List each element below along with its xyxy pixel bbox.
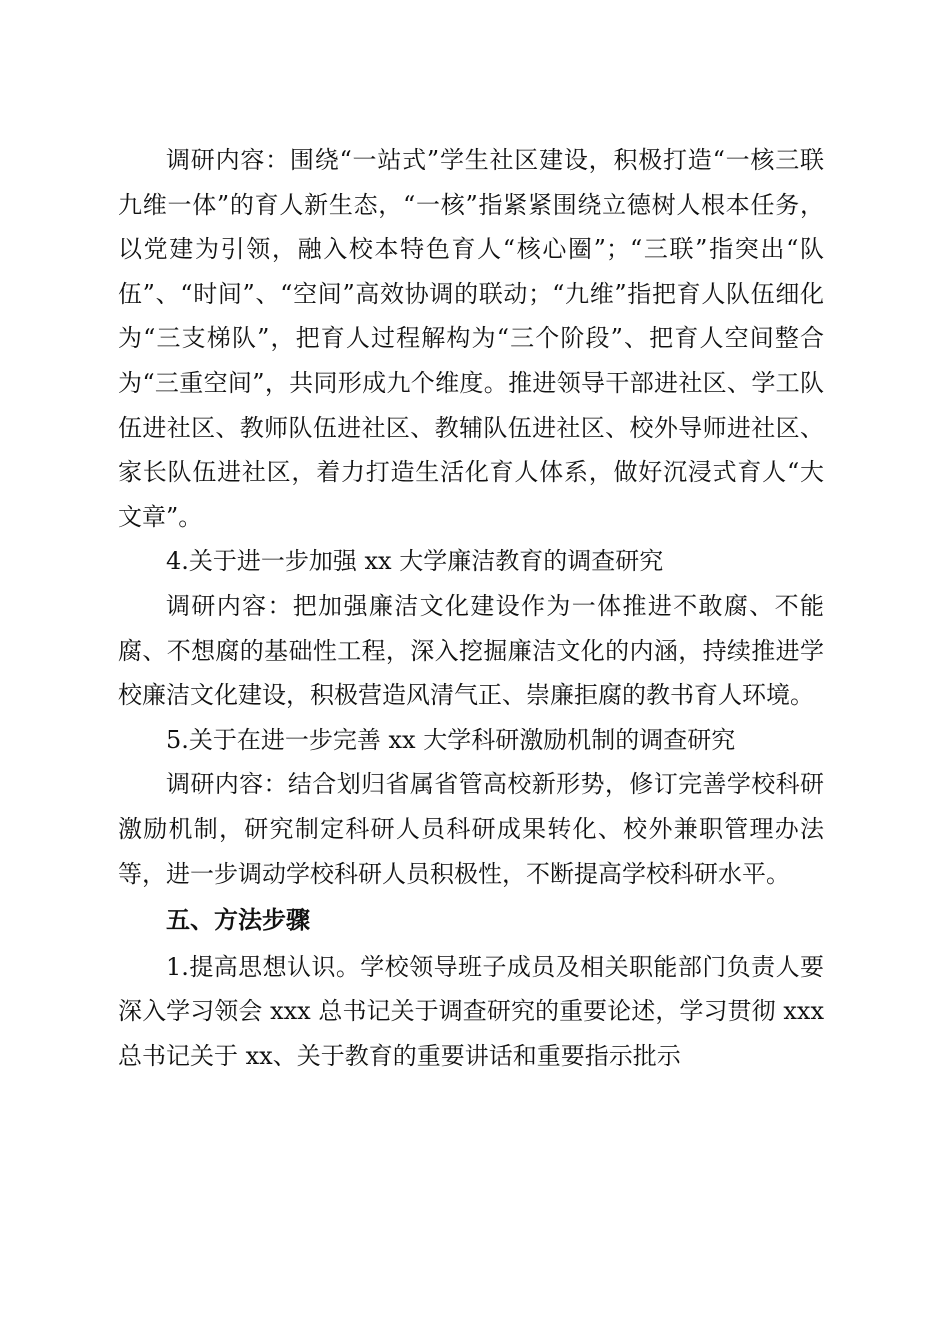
item-5-title: 5.关于在进一步完善 xx 大学科研激励机制的调查研究 (166, 725, 736, 754)
step-1-paragraph: 1.提高思想认识。学校领导班子成员及相关职能部门负责人要深入学习领会 xxx 总书记关于调查研究的重要论述，学习贯彻 xxx 总书记关于 xx、关于教育的重要讲话和重要指示批示 (118, 952, 824, 1070)
paragraph-community-research: 调研内容：围绕“一站式”学生社区建设，积极打造“一核三联九维一体”的育人新生态，“一核”指紧紧围绕立德树人根本任务，以党建为引领，融入校本特色育人“核心圈”；“三联”指突出“队伍”、“时间”、“空间”高效协调的联动；“九维”指把育人队伍细化为“三支梯队”，把育人过程解构为“三个阶段”、把育人空间整合为“三重空间”，共同形成九个维度。推进领导干部进社区、学工队伍进社区、教师队伍进社区、教辅队伍进社区、校外导师进社区、家长队伍进社区，着力打造生活化育人体系，做好沉浸式育人“大文章”。 (118, 146, 824, 531)
section-5-heading: 五、方法步骤 (166, 906, 310, 935)
document-body (118, 138, 824, 1078)
item-4-content: 调研内容：把加强廉洁文化建设作为一体推进不敢腐、不能腐、不想腐的基础性工程，深入挖掘廉洁文化的内涵，持续推进学校廉洁文化建设，积极营造风清气正、崇廉拒腐的教书育人环境。 (118, 591, 824, 710)
item-4-title: 4.关于进一步加强 xx 大学廉洁教育的调查研究 (166, 547, 664, 576)
item-5-content: 调研内容：结合划归省属省管高校新形势，修订完善学校科研激励机制，研究制定科研人员科研成果转化、校外兼职管理办法等，进一步调动学校科研人员积极性，不断提高学校科研水平。 (118, 770, 824, 888)
